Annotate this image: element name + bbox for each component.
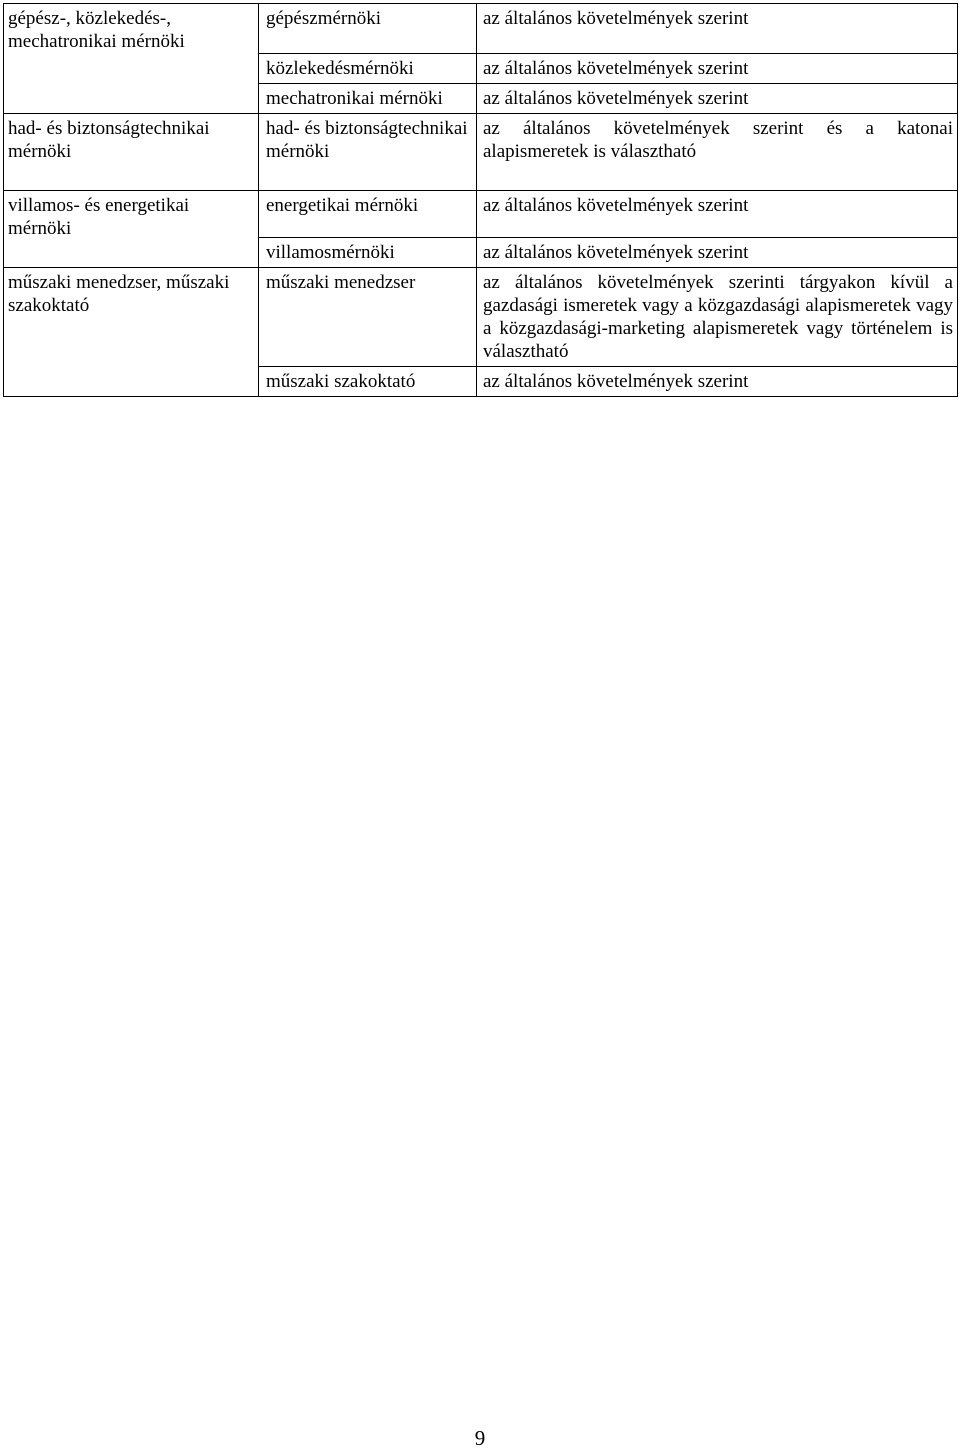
branch-cell: villamosmérnöki: [259, 238, 477, 268]
requirement-cell: az általános követelmények szerint: [477, 4, 958, 54]
area-cell: műszaki menedzser, műszaki szakoktató: [4, 268, 259, 397]
branch-cell: had- és biztonságtechnikai mérnöki: [259, 114, 477, 191]
table-row: [4, 191, 958, 238]
requirement-cell: az általános követelmények szerint: [477, 84, 958, 114]
branch-cell: gépészmérnöki: [259, 4, 477, 54]
area-cell: gépész-, közlekedés-, mechatronikai mérnöki: [4, 4, 259, 114]
branch-cell: energetikai mérnöki: [259, 191, 477, 238]
requirement-cell: az általános követelmények szerinti tárgyakon kívül a gazdasági ismeretek vagy a közgazdasági alapismeretek vagy a közgazdasági-marketing alapismeretek vagy történelem is választható: [477, 268, 958, 367]
page-number: 9: [474, 1426, 486, 1450]
branch-cell: műszaki szakoktató: [259, 367, 477, 397]
table-row: [4, 114, 958, 191]
table-row: [4, 268, 958, 367]
area-cell: villamos- és energetikai mérnöki: [4, 191, 259, 268]
requirement-cell: az általános követelmények szerint: [477, 54, 958, 84]
requirement-cell: az általános követelmények szerint: [477, 238, 958, 268]
area-cell: had- és biztonságtechnikai mérnöki: [4, 114, 259, 191]
table-row: [4, 4, 958, 54]
branch-cell: mechatronikai mérnöki: [259, 84, 477, 114]
requirement-cell: az általános követelmények szerint: [477, 367, 958, 397]
requirements-table: [3, 3, 958, 397]
branch-cell: műszaki menedzser: [259, 268, 477, 367]
branch-cell: közlekedésmérnöki: [259, 54, 477, 84]
requirement-cell: az általános követelmények szerint és a katonai alapismeretek is választható: [477, 114, 958, 191]
requirement-cell: az általános követelmények szerint: [477, 191, 958, 238]
